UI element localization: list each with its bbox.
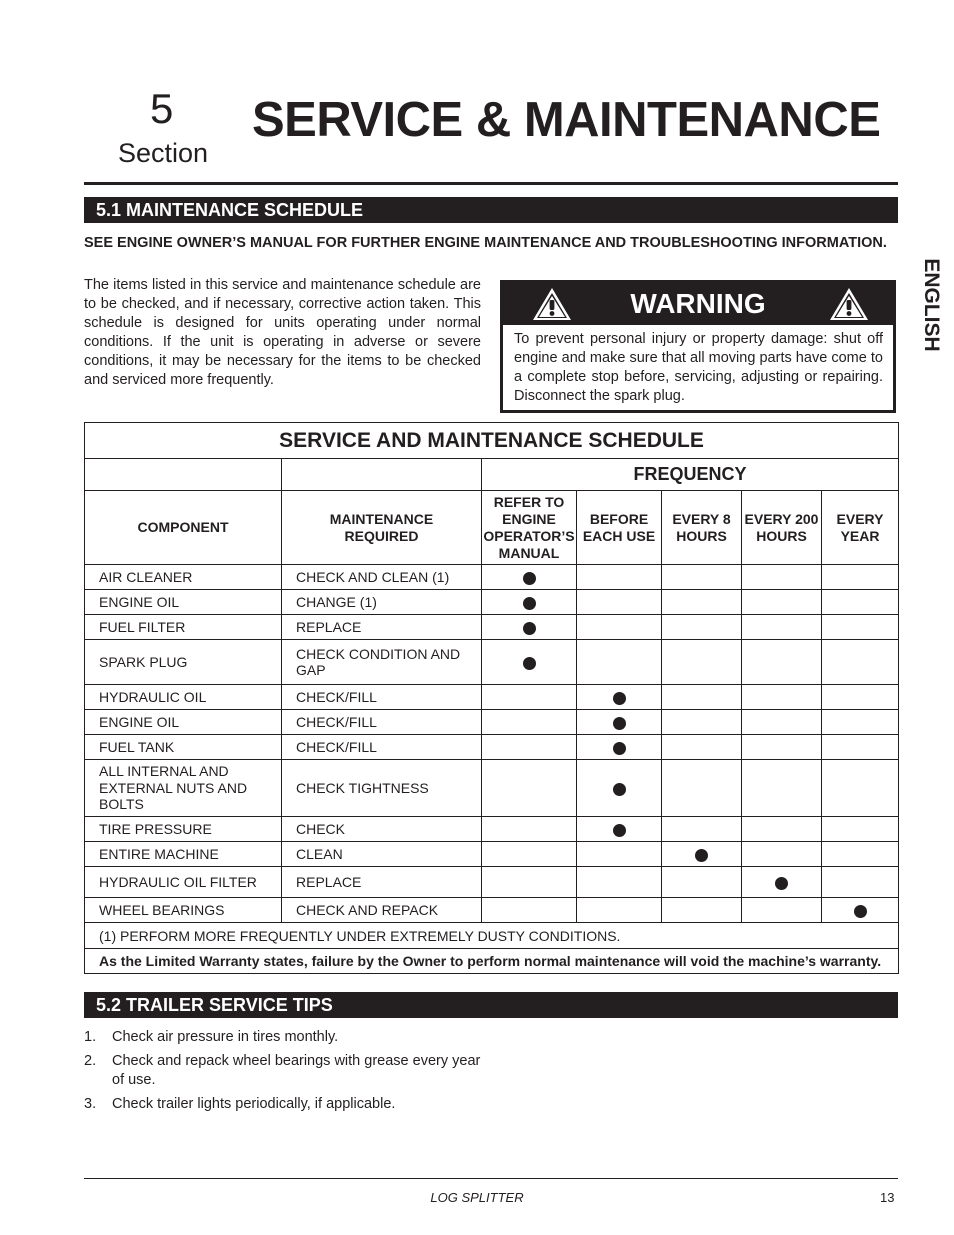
bullet-dot-icon [613,783,626,796]
list-item [84,1028,481,1047]
bullet-dot-icon [613,824,626,837]
frequency-cell [482,842,577,867]
list-text: Check air pressure in tires monthly. [112,1029,339,1045]
frequency-cell [822,735,899,760]
frequency-cell [742,685,822,710]
maintenance-cell: CHANGE (1) [282,590,482,615]
frequency-cell [577,898,662,923]
warning-box [500,280,896,413]
list-item [84,1052,481,1090]
frequency-cell [482,685,577,710]
maintenance-cell: CHECK/FILL [282,710,482,735]
freq-header-8-hours: EVERY 8 HOURS [662,491,742,565]
maintenance-cell: CHECK AND REPACK [282,898,482,923]
list-number: 2. [84,1053,97,1069]
frequency-cell [482,615,577,640]
page-number: 13 [880,1190,895,1205]
frequency-header: FREQUENCY [482,459,899,491]
bullet-dot-icon [523,572,536,585]
frequency-cell [742,898,822,923]
frequency-cell [742,842,822,867]
frequency-cell [662,817,742,842]
frequency-cell [662,615,742,640]
freq-header-200-hours: EVERY 200 HOURS [742,491,822,565]
bullet-dot-icon [695,849,708,862]
warning-header [503,283,893,325]
bullet-dot-icon [523,597,536,610]
frequency-cell [577,735,662,760]
section-number: 5 [150,85,174,132]
table-row [85,590,899,615]
frequency-cell [742,640,822,685]
component-cell: HYDRAULIC OIL FILTER [85,867,282,898]
frequency-cell [742,710,822,735]
bullet-dot-icon [523,622,536,635]
frequency-cell [822,817,899,842]
trailer-tips-list [84,1028,481,1119]
frequency-header-row [85,459,899,491]
list-number: 3. [84,1096,97,1112]
bullet-dot-icon [775,877,788,890]
component-cell: SPARK PLUG [85,640,282,685]
maintenance-cell: CHECK TIGHTNESS [282,760,482,817]
frequency-cell [662,898,742,923]
english-side-tab [917,252,945,358]
frequency-cell [577,590,662,615]
schedule-intro-paragraph: The items listed in this service and maintenance schedule are to be checked, and if necessary, corrective action taken. This schedule is designed for units operating under normal conditions. If the unit is operating in adverse or severe conditions, it may be necessary for the items to be checked and serviced more frequently. [84,277,481,388]
frequency-cell [482,898,577,923]
frequency-cell [577,817,662,842]
component-cell: ENGINE OIL [85,710,282,735]
warranty-row [85,949,899,974]
component-cell: FUEL FILTER [85,615,282,640]
freq-header-year: EVERY YEAR [822,491,899,565]
frequency-cell [577,710,662,735]
frequency-cell [742,867,822,898]
list-item [84,1095,481,1114]
section-word: Section [118,138,209,168]
bullet-dot-icon [523,657,536,670]
bullet-dot-icon [613,692,626,705]
frequency-cell [577,867,662,898]
page-title: SERVICE & MAINTENANCE [252,93,881,147]
component-cell: AIR CLEANER [85,565,282,590]
table-row [85,640,899,685]
table-row [85,817,899,842]
maintenance-header: MAINTENANCE REQUIRED [282,491,482,565]
maintenance-cell: CHECK/FILL [282,685,482,710]
component-cell: ALL INTERNAL AND EXTERNAL NUTS AND BOLTS [85,760,282,817]
table-row [85,615,899,640]
warning-triangle-icon [829,287,869,321]
list-text: Check and repack wheel bearings with grease every year of use. [112,1053,481,1088]
frequency-cell [482,710,577,735]
frequency-cell [742,735,822,760]
frequency-cell [822,640,899,685]
warning-text: To prevent personal injury or property damage: shut off engine and make sure that all moving parts have come to a complete stop before, servicing, adjusting or repairing. Disconnect the spark plug. [514,331,883,404]
frequency-cell [482,565,577,590]
frequency-cell [577,640,662,685]
frequency-cell [577,615,662,640]
component-cell: ENGINE OIL [85,590,282,615]
frequency-cell [822,685,899,710]
frequency-cell [482,590,577,615]
frequency-cell [822,760,899,817]
frequency-cell [742,817,822,842]
table-row [85,898,899,923]
component-cell: FUEL TANK [85,735,282,760]
schedule-title: SERVICE AND MAINTENANCE SCHEDULE [85,423,899,459]
footer-rule [84,1178,898,1179]
table-row [85,710,899,735]
frequency-cell [822,898,899,923]
table-row [85,867,899,898]
schedule-body [85,565,899,923]
warning-title: WARNING [630,288,766,319]
blank-header-cell [282,459,482,491]
frequency-cell [482,867,577,898]
title-rule [84,182,898,185]
component-header: COMPONENT [85,491,282,565]
frequency-cell [662,867,742,898]
bullet-dot-icon [854,905,867,918]
bullet-dot-icon [613,717,626,730]
maintenance-cell: CHECK AND CLEAN (1) [282,565,482,590]
frequency-cell [662,685,742,710]
list-text: Check trailer lights periodically, if applicable. [112,1096,396,1112]
freq-header-each-use: BEFORE EACH USE [577,491,662,565]
maintenance-cell: CHECK/FILL [282,735,482,760]
column-header-row [85,491,899,565]
frequency-cell [662,710,742,735]
frequency-cell [577,565,662,590]
maintenance-cell: CHECK [282,817,482,842]
warranty-note: As the Limited Warranty states, failure by the Owner to perform normal maintenance will void the machine’s warranty. [85,949,899,974]
frequency-cell [662,760,742,817]
frequency-cell [662,565,742,590]
component-cell: TIRE PRESSURE [85,817,282,842]
footnote-row [85,923,899,949]
frequency-cell [822,867,899,898]
footer-title: LOG SPLITTER [430,1190,524,1205]
frequency-cell [577,685,662,710]
frequency-cell [482,640,577,685]
bullet-dot-icon [613,742,626,755]
blank-header-cell [85,459,282,491]
frequency-cell [662,735,742,760]
frequency-cell [577,842,662,867]
section-5-2-heading: 5.2 TRAILER SERVICE TIPS [84,992,898,1018]
engine-manual-notice: SEE ENGINE OWNER’S MANUAL FOR FURTHER ENGINE MAINTENANCE AND TROUBLESHOOTING INFORMATION. [84,235,887,251]
frequency-cell [662,590,742,615]
frequency-cell [822,590,899,615]
english-side-tab-label: ENGLISH [920,258,943,352]
component-cell: ENTIRE MACHINE [85,842,282,867]
table-row [85,760,899,817]
frequency-cell [662,842,742,867]
footnote: (1) PERFORM MORE FREQUENTLY UNDER EXTREMELY DUSTY CONDITIONS. [85,923,899,949]
frequency-cell [822,565,899,590]
frequency-cell [482,817,577,842]
frequency-cell [822,842,899,867]
frequency-cell [662,640,742,685]
frequency-cell [482,735,577,760]
frequency-cell [742,565,822,590]
freq-header-manual: REFER TO ENGINE OPERATOR’S MANUAL [482,491,577,565]
frequency-cell [822,710,899,735]
section-5-1-heading: 5.1 MAINTENANCE SCHEDULE [84,197,898,223]
frequency-cell [742,590,822,615]
frequency-cell [577,760,662,817]
frequency-cell [742,760,822,817]
table-row [85,565,899,590]
component-cell: WHEEL BEARINGS [85,898,282,923]
table-row [85,842,899,867]
maintenance-cell: CLEAN [282,842,482,867]
maintenance-schedule-table [84,422,899,974]
maintenance-cell: CHECK CONDITION AND GAP [282,640,482,685]
component-cell: HYDRAULIC OIL [85,685,282,710]
table-row [85,735,899,760]
table-row [85,685,899,710]
schedule-title-row [85,423,899,459]
frequency-cell [482,760,577,817]
frequency-cell [742,615,822,640]
maintenance-cell: REPLACE [282,867,482,898]
frequency-cell [822,615,899,640]
maintenance-cell: REPLACE [282,615,482,640]
list-number: 1. [84,1029,97,1045]
